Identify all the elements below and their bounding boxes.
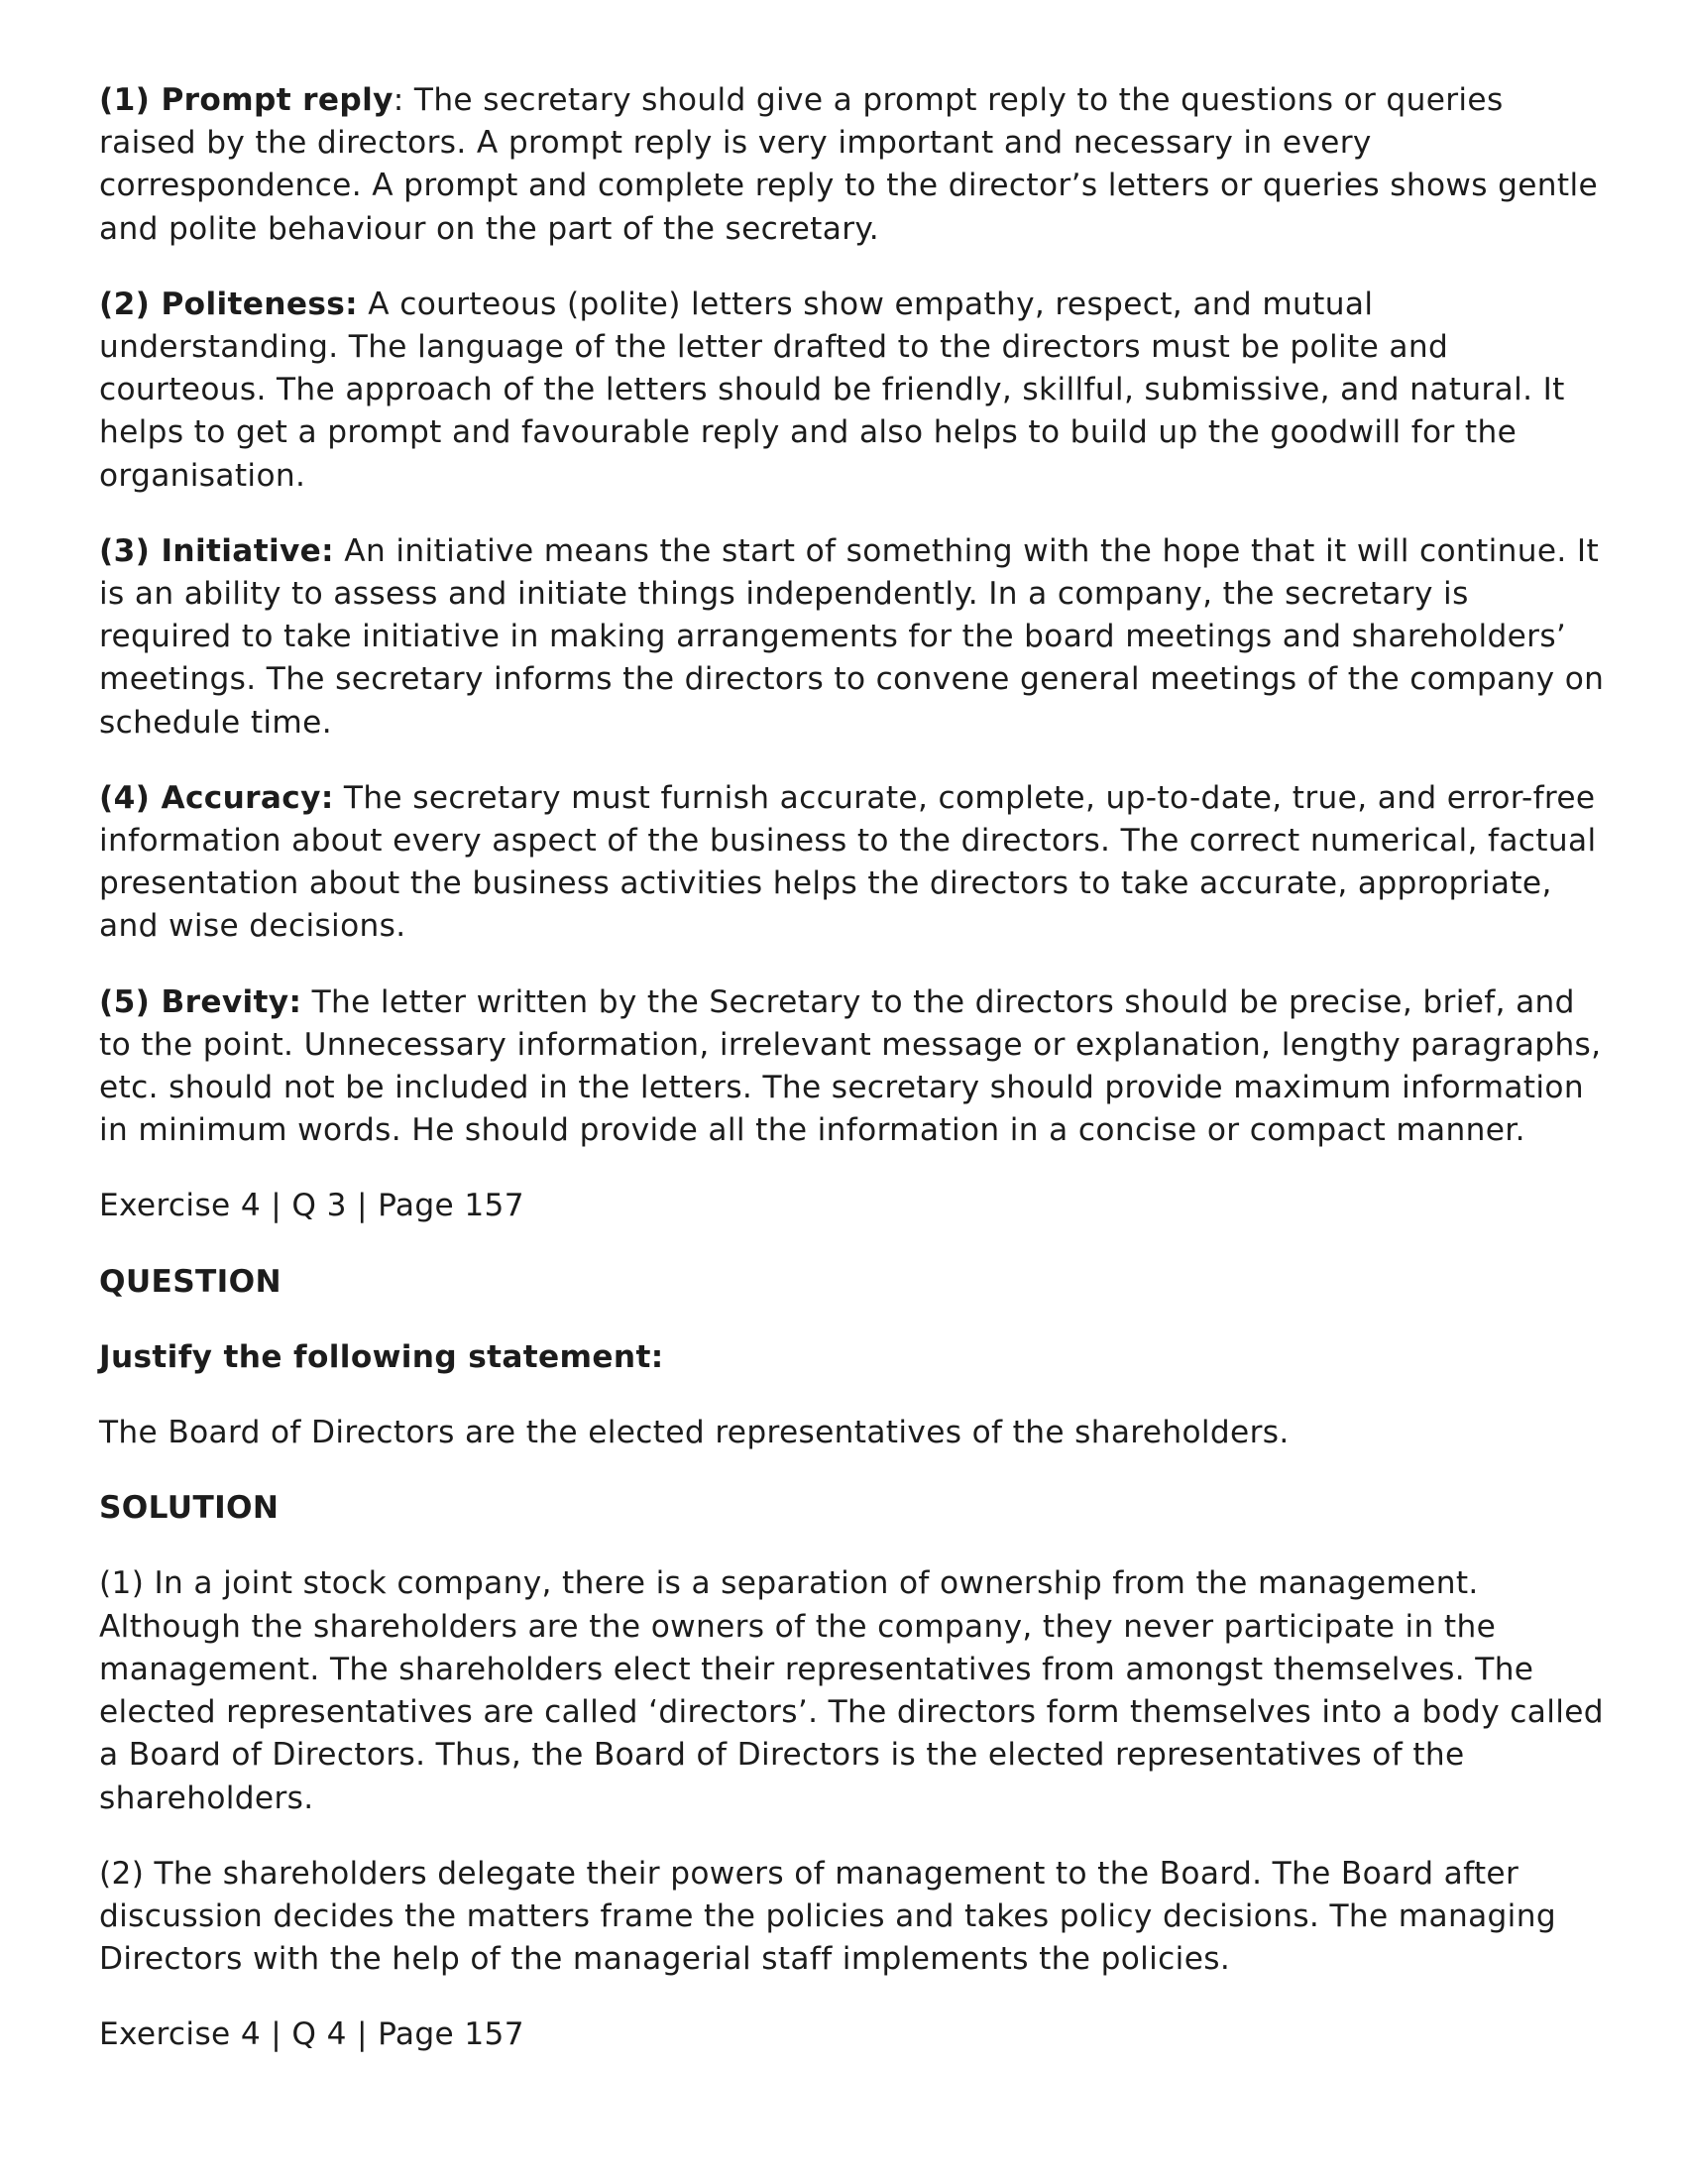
quality-text: The secretary must furnish accurate, complete, up-to-date, true, and error-free information about every aspect of the business to the directors. The correct numerical, factual presentation about the business activities helps the directors to take accurate, appropriate, and wise decisions. <box>99 779 1597 945</box>
quality-paragraph-brevity <box>99 981 1606 1153</box>
quality-term: (1) Prompt reply <box>99 82 394 118</box>
question-instruction: Justify the following statement: <box>99 1338 664 1375</box>
quality-term: (2) Politeness: <box>99 286 358 322</box>
solution-point: (2) The shareholders delegate their powers of management to the Board. The Board after discussion decides the matters frame the policies and takes policy decisions. The managing Directors with the help of the managerial staff implements the policies. <box>99 1855 1556 1978</box>
quality-paragraph-accuracy <box>99 777 1606 949</box>
quality-term: (3) Initiative: <box>99 532 335 569</box>
question-statement: The Board of Directors are the elected representatives of the shareholders. <box>99 1415 1290 1451</box>
solution-point: (1) In a joint stock company, there is a separation of ownership from the management. Although the shareholders are the owners of the company, they never participate in the management. The shareholders elect their representatives from amongst themselves. The elected representatives are called ‘directors’. The directors form themselves into a body called a Board of Directors. Thus, the Board of Directors is the elected representatives of the shareholders. <box>99 1565 1604 1816</box>
quality-paragraph-politeness <box>99 284 1606 498</box>
quality-text: The letter written by the Secretary to the directors should be precise, brief, and to the point. Unnecessary information, irrelevant message or explanation, lengthy paragraphs, etc. should not be included in the letters. The secretary should provide maximum information in minimum words. He should provide all the information in a concise or compact manner. <box>99 983 1602 1149</box>
exercise-reference: Exercise 4 | Q 3 | Page 157 <box>99 1188 524 1224</box>
quality-term: (4) Accuracy: <box>99 779 334 816</box>
quality-text: A courteous (polite) letters show empathy, respect, and mutual understanding. The language of the letter drafted to the directors must be polite and courteous. The approach of the letters should be friendly, skillful, submissive, and natural. It helps to get a prompt and favourable reply and also helps to build up the goodwill for the organisation. <box>99 286 1565 494</box>
document-page <box>99 79 1606 2057</box>
quality-paragraph-initiative <box>99 530 1606 745</box>
quality-text: The secretary should give a prompt reply to the questions or queries raised by the directors. A prompt reply is very important and necessary in every correspondence. A prompt and complete reply to the director’s letters or queries shows gentle and polite behaviour on the part of the secretary. <box>99 82 1599 247</box>
quality-separator: : <box>393 82 404 118</box>
quality-term: (5) Brevity: <box>99 983 302 1020</box>
quality-text: An initiative means the start of something with the hope that it will continue. It is an ability to assess and initiate things independently. In a company, the secretary is required to take initiative in making arrangements for the board meetings and shareholders’ meetings. The secretary informs the directors to convene general meetings of the company on schedule time. <box>99 532 1605 741</box>
question-heading: QUESTION <box>99 1263 281 1300</box>
solution-heading: SOLUTION <box>99 1490 280 1527</box>
quality-paragraph-prompt-reply <box>99 79 1606 251</box>
exercise-reference: Exercise 4 | Q 4 | Page 157 <box>99 2016 524 2053</box>
